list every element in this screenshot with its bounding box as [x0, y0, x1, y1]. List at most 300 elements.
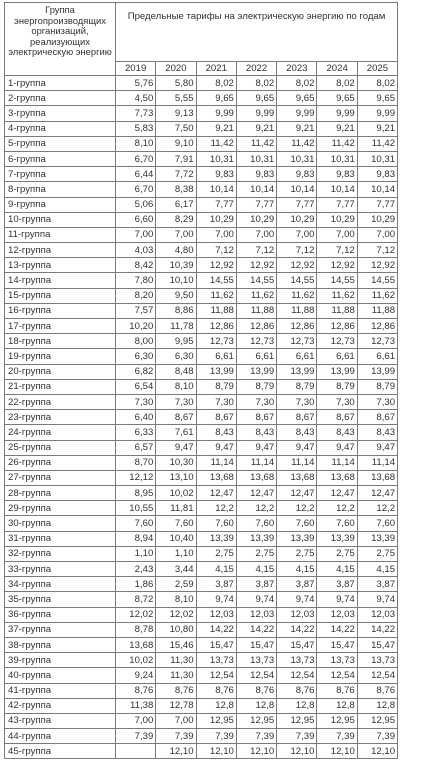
tariff-value-cell: 8,67 [277, 410, 317, 425]
tariff-value-cell: 13,39 [317, 531, 357, 546]
year-header: 2025 [357, 62, 397, 76]
tariff-value-cell: 9,47 [236, 440, 276, 455]
tariff-value-cell: 14,55 [277, 273, 317, 288]
tariff-value-cell: 3,87 [317, 577, 357, 592]
table-row [5, 379, 398, 394]
tariff-value-cell: 8,94 [116, 531, 156, 546]
tariff-value-cell: 11,81 [156, 501, 196, 516]
group-name-cell: 33-группа [5, 562, 116, 577]
tariff-value-cell: 9,74 [317, 592, 357, 607]
tariff-value-cell: 3,87 [236, 577, 276, 592]
tariff-value-cell: 11,42 [277, 136, 317, 151]
tariff-value-cell: 11,62 [317, 288, 357, 303]
tariff-value-cell: 8,76 [357, 683, 397, 698]
tariff-value-cell: 12,03 [196, 607, 236, 622]
tariff-value-cell: 9,83 [277, 167, 317, 182]
table-row [5, 319, 398, 334]
tariff-value-cell: 9,65 [357, 91, 397, 106]
tariff-value-cell: 8,76 [116, 683, 156, 698]
tariff-value-cell: 11,62 [236, 288, 276, 303]
year-header: 2023 [277, 62, 317, 76]
tariff-value-cell: 8,79 [317, 379, 357, 394]
table-row [5, 121, 398, 136]
tariff-value-cell: 11,42 [236, 136, 276, 151]
tariff-value-cell: 9,83 [317, 167, 357, 182]
tariff-value-cell: 4,15 [236, 562, 276, 577]
tariff-value-cell: 9,21 [357, 121, 397, 136]
tariff-value-cell: 7,00 [277, 227, 317, 242]
tariff-value-cell: 7,80 [116, 273, 156, 288]
tariff-value-cell: 15,47 [357, 637, 397, 652]
tariff-value-cell: 8,67 [317, 410, 357, 425]
tariff-value-cell: 2,75 [196, 546, 236, 561]
tariff-value-cell: 7,60 [196, 516, 236, 531]
tariff-value-cell: 8,70 [116, 455, 156, 470]
tariff-value-cell: 12,47 [357, 486, 397, 501]
tariff-value-cell: 14,22 [196, 622, 236, 637]
tariff-value-cell: 2,75 [236, 546, 276, 561]
group-name-cell: 10-группа [5, 212, 116, 227]
tariff-value-cell: 8,67 [357, 410, 397, 425]
group-column-header: Группа энергопроизводящих организаций, реализующих электрическую энергию [5, 3, 116, 76]
tariff-value-cell: 13,99 [277, 364, 317, 379]
tariff-value-cell: 4,03 [116, 243, 156, 258]
tariff-value-cell: 8,67 [156, 410, 196, 425]
table-row [5, 364, 398, 379]
tariff-value-cell: 12,78 [156, 698, 196, 713]
tariff-value-cell: 10,02 [116, 653, 156, 668]
group-name-cell: 18-группа [5, 334, 116, 349]
tariff-value-cell: 8,00 [116, 334, 156, 349]
tariff-value-cell: 7,77 [357, 197, 397, 212]
tariff-value-cell: 12,10 [236, 744, 276, 759]
table-row [5, 151, 398, 166]
tariff-value-cell: 8,02 [357, 76, 397, 91]
tariff-value-cell: 5,83 [116, 121, 156, 136]
tariff-value-cell: 8,02 [277, 76, 317, 91]
tariff-value-cell: 7,00 [317, 227, 357, 242]
group-name-cell: 12-группа [5, 243, 116, 258]
group-name-cell: 41-группа [5, 683, 116, 698]
tariff-value-cell: 7,30 [317, 394, 357, 409]
tariff-value-cell: 6,40 [116, 410, 156, 425]
tariff-value-cell: 10,30 [156, 455, 196, 470]
tariff-value-cell: 9,99 [317, 106, 357, 121]
tariff-value-cell: 11,38 [116, 698, 156, 713]
tariff-value-cell: 12,73 [196, 334, 236, 349]
tariff-value-cell: 6,70 [116, 182, 156, 197]
tariff-value-cell: 6,61 [277, 349, 317, 364]
group-name-cell: 30-группа [5, 516, 116, 531]
tariff-value-cell: 8,29 [156, 212, 196, 227]
tariff-value-cell: 10,10 [156, 273, 196, 288]
tariff-value-cell: 8,42 [116, 258, 156, 273]
tariff-value-cell: 9,74 [236, 592, 276, 607]
tariff-value-cell: 13,73 [317, 653, 357, 668]
tariff-value-cell: 13,73 [357, 653, 397, 668]
tariff-value-cell: 10,14 [357, 182, 397, 197]
tariff-value-cell: 10,14 [317, 182, 357, 197]
tariff-value-cell: 9,47 [277, 440, 317, 455]
tariff-value-cell: 9,13 [156, 106, 196, 121]
tariff-value-cell: 12,92 [357, 258, 397, 273]
tariff-value-cell: 12,54 [357, 668, 397, 683]
tariff-value-cell: 6,61 [357, 349, 397, 364]
table-row [5, 167, 398, 182]
tariff-value-cell: 11,88 [196, 303, 236, 318]
table-row [5, 303, 398, 318]
tariff-value-cell: 9,21 [196, 121, 236, 136]
group-name-cell: 38-группа [5, 637, 116, 652]
tariff-value-cell: 2,75 [317, 546, 357, 561]
tariff-value-cell: 12,95 [277, 713, 317, 728]
tariff-table [4, 2, 398, 759]
tariff-value-cell: 14,22 [277, 622, 317, 637]
tariff-value-cell: 7,30 [156, 394, 196, 409]
tariff-value-cell: 9,83 [236, 167, 276, 182]
tariff-value-cell: 12,86 [357, 319, 397, 334]
tariff-value-cell: 10,31 [277, 151, 317, 166]
group-name-cell: 8-группа [5, 182, 116, 197]
table-row [5, 622, 398, 637]
tariff-value-cell: 6,33 [116, 425, 156, 440]
tariff-value-cell: 12,95 [236, 713, 276, 728]
tariff-value-cell: 12,92 [236, 258, 276, 273]
tariff-value-cell: 12,92 [317, 258, 357, 273]
table-row [5, 562, 398, 577]
tariff-value-cell: 14,55 [357, 273, 397, 288]
tariff-value-cell: 8,10 [156, 379, 196, 394]
tariff-value-cell: 7,30 [357, 394, 397, 409]
tariff-value-cell: 12,54 [196, 668, 236, 683]
tariff-value-cell: 12,8 [277, 698, 317, 713]
tariff-value-cell: 7,73 [116, 106, 156, 121]
table-row [5, 729, 398, 744]
group-name-cell: 27-группа [5, 470, 116, 485]
tariff-value-cell: 9,99 [357, 106, 397, 121]
tariff-value-cell: 1,10 [156, 546, 196, 561]
tariff-value-cell: 5,55 [156, 91, 196, 106]
table-row [5, 394, 398, 409]
table-row [5, 637, 398, 652]
group-name-cell: 16-группа [5, 303, 116, 318]
tariff-value-cell: 11,30 [156, 668, 196, 683]
tariff-value-cell: 9,47 [156, 440, 196, 455]
tariff-value-cell: 8,10 [156, 592, 196, 607]
tariff-value-cell: 8,86 [156, 303, 196, 318]
tariff-value-cell: 10,29 [317, 212, 357, 227]
year-header: 2024 [317, 62, 357, 76]
tariff-value-cell: 13,68 [277, 470, 317, 485]
tariff-value-cell: 9,99 [196, 106, 236, 121]
tariff-value-cell: 12,92 [277, 258, 317, 273]
tariff-value-cell: 3,87 [196, 577, 236, 592]
tariff-table-container [4, 2, 398, 759]
tariff-value-cell: 12,47 [277, 486, 317, 501]
tariff-value-cell: 9,74 [196, 592, 236, 607]
tariff-value-cell: 14,55 [236, 273, 276, 288]
tariff-value-cell: 7,00 [116, 227, 156, 242]
table-row [5, 182, 398, 197]
tariff-value-cell: 12,95 [357, 713, 397, 728]
tariff-value-cell: 10,39 [156, 258, 196, 273]
table-row [5, 577, 398, 592]
tariff-value-cell: 10,31 [357, 151, 397, 166]
tariff-value-cell: 8,79 [357, 379, 397, 394]
table-row [5, 76, 398, 91]
tariff-value-cell: 9,65 [196, 91, 236, 106]
tariff-value-cell: 7,00 [357, 227, 397, 242]
tariff-value-cell: 6,82 [116, 364, 156, 379]
tariff-value-cell: 8,79 [277, 379, 317, 394]
tariff-value-cell: 9,21 [277, 121, 317, 136]
tariff-value-cell: 12,10 [196, 744, 236, 759]
tariff-value-cell: 11,88 [357, 303, 397, 318]
tariff-value-cell: 8,76 [236, 683, 276, 698]
tariff-value-cell: 12,47 [236, 486, 276, 501]
tariff-value-cell: 13,39 [196, 531, 236, 546]
tariff-value-cell: 11,88 [317, 303, 357, 318]
tariff-value-cell: 8,43 [317, 425, 357, 440]
group-name-cell: 15-группа [5, 288, 116, 303]
tariff-value-cell: 12,2 [357, 501, 397, 516]
group-name-cell: 24-группа [5, 425, 116, 440]
tariff-value-cell: 12,10 [317, 744, 357, 759]
tariff-value-cell: 8,95 [116, 486, 156, 501]
tariff-value-cell: 5,80 [156, 76, 196, 91]
tariff-value-cell: 8,78 [116, 622, 156, 637]
tariff-value-cell: 7,60 [357, 516, 397, 531]
tariff-value-cell: 13,68 [116, 637, 156, 652]
tariff-value-cell: 5,06 [116, 197, 156, 212]
group-name-cell: 11-группа [5, 227, 116, 242]
tariff-value-cell: 10,20 [116, 319, 156, 334]
group-name-cell: 4-группа [5, 121, 116, 136]
tariff-value-cell: 10,29 [357, 212, 397, 227]
tariff-value-cell: 12,8 [196, 698, 236, 713]
tariff-value-cell: 13,99 [196, 364, 236, 379]
table-row [5, 425, 398, 440]
group-name-cell: 22-группа [5, 394, 116, 409]
tariff-value-cell: 15,47 [317, 637, 357, 652]
tariff-value-cell: 7,60 [317, 516, 357, 531]
tariff-value-cell: 12,10 [277, 744, 317, 759]
tariff-value-cell: 9,99 [277, 106, 317, 121]
tariff-value-cell: 11,88 [236, 303, 276, 318]
tariff-value-cell: 4,15 [196, 562, 236, 577]
tariff-value-cell: 7,12 [317, 243, 357, 258]
tariff-value-cell: 7,00 [156, 713, 196, 728]
tariff-value-cell: 11,62 [277, 288, 317, 303]
tariff-value-cell: 12,86 [317, 319, 357, 334]
tariff-value-cell: 9,65 [236, 91, 276, 106]
tariff-value-cell: 7,00 [196, 227, 236, 242]
tariff-value-cell: 10,14 [236, 182, 276, 197]
tariff-value-cell: 7,12 [236, 243, 276, 258]
tariff-value-cell: 7,39 [116, 729, 156, 744]
tariff-value-cell: 7,39 [236, 729, 276, 744]
tariff-value-cell: 12,02 [156, 607, 196, 622]
tariff-value-cell: 12,73 [236, 334, 276, 349]
group-name-cell: 29-группа [5, 501, 116, 516]
tariff-value-cell: 13,99 [317, 364, 357, 379]
tariff-value-cell: 7,00 [236, 227, 276, 242]
tariff-value-cell: 13,68 [357, 470, 397, 485]
tariff-value-cell: 9,83 [357, 167, 397, 182]
tariff-value-cell: 1,10 [116, 546, 156, 561]
tariff-value-cell: 9,47 [317, 440, 357, 455]
group-name-cell: 13-группа [5, 258, 116, 273]
table-row [5, 288, 398, 303]
tariff-value-cell: 9,24 [116, 668, 156, 683]
table-row [5, 212, 398, 227]
tariff-value-cell: 11,14 [196, 455, 236, 470]
tariff-value-cell: 8,38 [156, 182, 196, 197]
tariff-value-cell: 15,46 [156, 637, 196, 652]
tariff-value-cell: 12,86 [236, 319, 276, 334]
tariff-value-cell: 8,76 [196, 683, 236, 698]
tariff-value-cell: 8,79 [196, 379, 236, 394]
tariff-value-cell: 12,73 [277, 334, 317, 349]
group-name-cell: 32-группа [5, 546, 116, 561]
tariff-value-cell: 4,50 [116, 91, 156, 106]
tariff-value-cell: 8,10 [116, 136, 156, 151]
tariff-value-cell: 3,87 [277, 577, 317, 592]
tariff-value-cell: 11,42 [317, 136, 357, 151]
table-row [5, 683, 398, 698]
table-row [5, 698, 398, 713]
tariff-value-cell: 11,42 [196, 136, 236, 151]
tariff-value-cell: 10,14 [277, 182, 317, 197]
table-row [5, 546, 398, 561]
tariff-value-cell: 13,99 [357, 364, 397, 379]
tariff-value-cell: 8,02 [317, 76, 357, 91]
tariff-value-cell: 8,02 [236, 76, 276, 91]
tariff-value-cell: 14,22 [317, 622, 357, 637]
table-row [5, 531, 398, 546]
tariff-value-cell: 8,76 [277, 683, 317, 698]
tariff-value-cell: 7,60 [277, 516, 317, 531]
tariff-value-cell: 8,48 [156, 364, 196, 379]
group-name-cell: 37-группа [5, 622, 116, 637]
tariff-value-cell: 11,30 [156, 653, 196, 668]
tariff-value-cell: 12,86 [277, 319, 317, 334]
group-name-cell: 25-группа [5, 440, 116, 455]
table-row [5, 501, 398, 516]
tariff-value-cell: 2,75 [357, 546, 397, 561]
tariff-value-cell: 7,00 [116, 713, 156, 728]
tariff-value-cell: 12,10 [156, 744, 196, 759]
tariff-value-cell: 10,80 [156, 622, 196, 637]
tariff-value-cell: 9,21 [236, 121, 276, 136]
tariff-value-cell: 9,47 [357, 440, 397, 455]
tariff-value-cell: 13,73 [236, 653, 276, 668]
tariff-value-cell: 7,39 [317, 729, 357, 744]
tariff-value-cell: 12,2 [196, 501, 236, 516]
tariff-value-cell: 4,15 [357, 562, 397, 577]
tariff-value-cell: 10,31 [236, 151, 276, 166]
tariff-value-cell: 7,77 [317, 197, 357, 212]
tariff-value-cell: 4,15 [317, 562, 357, 577]
tariff-value-cell: 11,14 [236, 455, 276, 470]
tariff-value-cell: 7,30 [116, 394, 156, 409]
tariff-value-cell: 12,2 [277, 501, 317, 516]
tariff-value-cell: 9,74 [277, 592, 317, 607]
table-row [5, 136, 398, 151]
group-name-cell: 21-группа [5, 379, 116, 394]
tariff-value-cell: 8,67 [236, 410, 276, 425]
tariff-value-cell: 7,72 [156, 167, 196, 182]
tariff-value-cell: 7,39 [357, 729, 397, 744]
table-row [5, 607, 398, 622]
tariff-value-cell: 8,43 [196, 425, 236, 440]
table-row [5, 668, 398, 683]
table-row [5, 197, 398, 212]
tariff-value-cell: 8,43 [236, 425, 276, 440]
tariff-value-cell: 5,76 [116, 76, 156, 91]
tariff-value-cell: 12,8 [357, 698, 397, 713]
tariff-value-cell: 4,15 [277, 562, 317, 577]
tariff-value-cell: 3,87 [357, 577, 397, 592]
tariff-value-cell: 8,76 [317, 683, 357, 698]
tariff-value-cell: 14,22 [236, 622, 276, 637]
tariff-value-cell: 7,00 [156, 227, 196, 242]
tariff-value-cell: 13,39 [277, 531, 317, 546]
table-body [5, 76, 398, 759]
tariff-value-cell: 7,77 [277, 197, 317, 212]
tariff-value-cell: 12,12 [116, 470, 156, 485]
tariff-value-cell: 12,8 [236, 698, 276, 713]
year-header: 2021 [196, 62, 236, 76]
tariff-value-cell: 12,73 [317, 334, 357, 349]
tariff-value-cell: 13,10 [156, 470, 196, 485]
tariff-value-cell: 9,99 [236, 106, 276, 121]
tariff-value-cell: 10,02 [156, 486, 196, 501]
tariff-value-cell: 11,78 [156, 319, 196, 334]
tariff-value-cell: 11,14 [317, 455, 357, 470]
group-name-cell: 45-группа [5, 744, 116, 759]
tariff-value-cell: 11,62 [357, 288, 397, 303]
tariff-value-cell: 7,77 [236, 197, 276, 212]
tariff-value-cell: 12,2 [236, 501, 276, 516]
tariff-value-cell: 7,39 [156, 729, 196, 744]
tariff-value-cell: 7,60 [116, 516, 156, 531]
tariff-value-cell: 8,43 [357, 425, 397, 440]
tariff-value-cell: 15,47 [277, 637, 317, 652]
tariff-value-cell: 11,88 [277, 303, 317, 318]
tariff-value-cell: 12,73 [357, 334, 397, 349]
tariff-value-cell: 7,39 [196, 729, 236, 744]
table-row [5, 470, 398, 485]
tariff-value-cell: 7,12 [196, 243, 236, 258]
tariff-value-cell: 7,12 [277, 243, 317, 258]
group-name-cell: 36-группа [5, 607, 116, 622]
tariff-value-cell: 12,95 [196, 713, 236, 728]
group-name-cell: 9-группа [5, 197, 116, 212]
tariff-value-cell: 13,39 [236, 531, 276, 546]
tariff-value-cell: 6,17 [156, 197, 196, 212]
group-name-cell: 39-группа [5, 653, 116, 668]
table-row [5, 455, 398, 470]
tariff-value-cell: 11,14 [277, 455, 317, 470]
tariff-value-cell: 15,47 [196, 637, 236, 652]
tariff-value-cell: 7,50 [156, 121, 196, 136]
tariff-value-cell: 7,30 [196, 394, 236, 409]
tariff-value-cell: 10,31 [317, 151, 357, 166]
tariff-value-cell: 12,86 [196, 319, 236, 334]
tariff-title-header: Предельные тарифы на электрическую энергию по годам [116, 3, 398, 62]
tariff-value-cell: 6,57 [116, 440, 156, 455]
